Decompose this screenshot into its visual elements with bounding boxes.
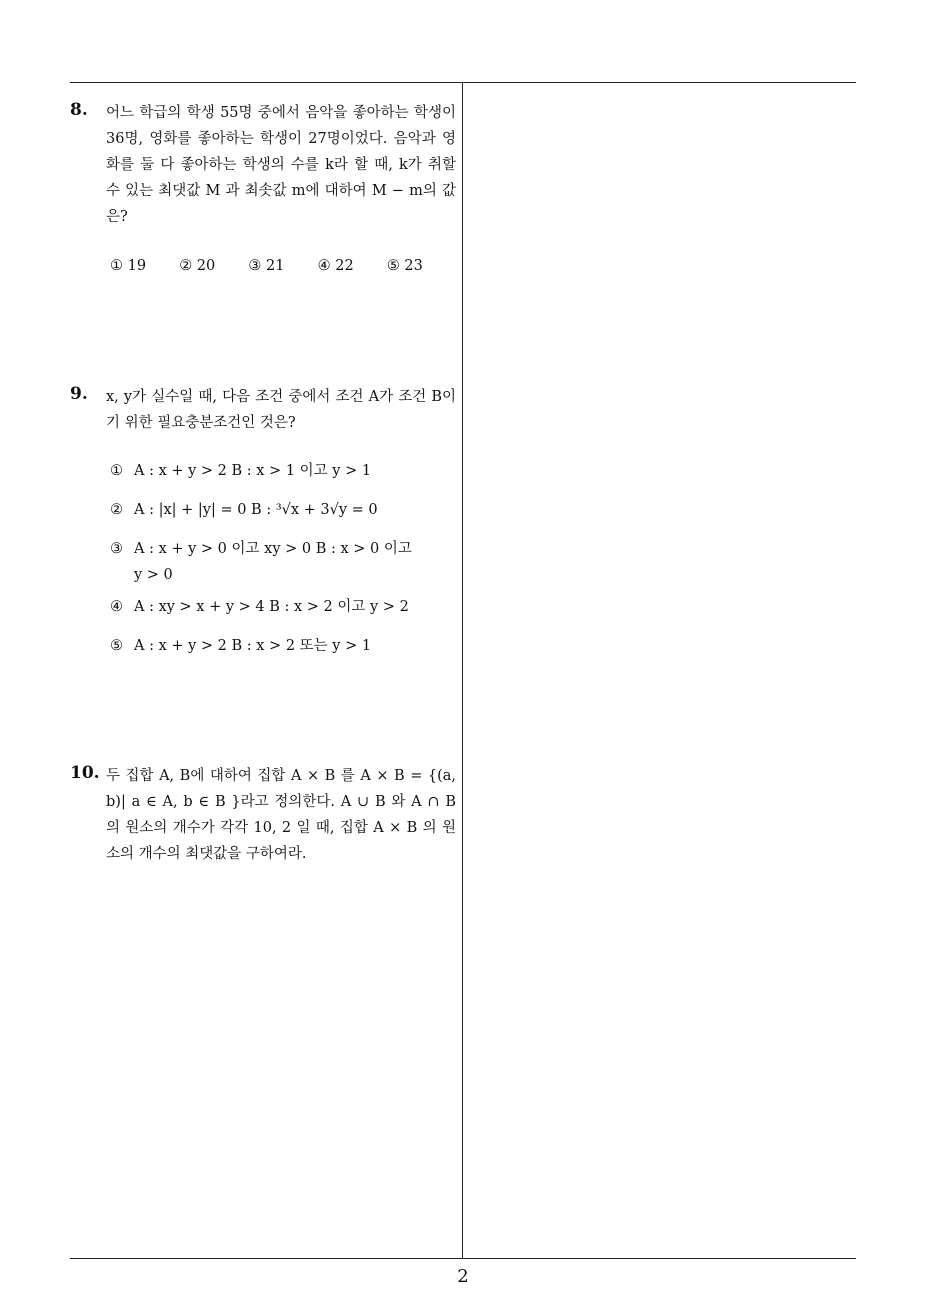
choice-mark: ③	[110, 541, 123, 557]
choice-4: ④ 22	[317, 258, 354, 274]
choice-5: ⑤ 23	[386, 258, 423, 274]
problem-number: 9.	[70, 384, 88, 404]
choice-text: A : x + y > 2 B : x > 2 또는 y > 1	[134, 638, 372, 654]
choice-text: A : x + y > 2 B : x > 1 이고 y > 1	[134, 463, 372, 479]
problem-text: 어느 학급의 학생 55명 중에서 음악을 좋아하는 학생이 36명, 영화를 좋아하는 학생이 27명이었다. 음악과 영화를 둘 다 좋아하는 학생의 수를 k라 할 때, k가 취할 수 있는 최댓값 M 과 최솟값 m에 대하여 M − m의 값은?	[106, 105, 456, 225]
choice-mark: ②	[110, 502, 123, 518]
choice-5	[110, 633, 456, 659]
problem-number: 8.	[70, 100, 88, 120]
choice-1: ① 19	[110, 258, 147, 274]
choice-text: A : |x| + |y| = 0 B : ³√x + 3√y = 0	[134, 502, 378, 518]
choice-3: ③ 21	[248, 258, 285, 274]
choice-mark: ⑤	[110, 638, 123, 654]
choice-text-continuation: y > 0	[134, 567, 173, 583]
choice-1	[110, 458, 456, 484]
problem-number: 10.	[70, 763, 100, 783]
column-divider	[462, 83, 463, 1258]
choice-2: ② 20	[179, 258, 216, 274]
problem-text: 두 집합 A, B에 대하여 집합 A × B 를 A × B = {(a, b)| a ∈ A, b ∈ B }라고 정의한다. A ∪ B 와 A ∩ B 의 원소의 개수가 각각 10, 2 일 때, 집합 A × B 의 원소의 개수의 최댓값을 구하여라.	[106, 768, 456, 862]
choice-2	[110, 497, 456, 523]
problem-9	[70, 384, 456, 672]
choice-mark: ④	[110, 599, 123, 615]
bottom-rule	[70, 1258, 856, 1259]
problem-text: x, y가 실수일 때, 다음 조건 중에서 조건 A가 조건 B이기 위한 필요충분조건인 것은?	[106, 389, 456, 431]
choice-text: A : xy > x + y > 4 B : x > 2 이고 y > 2	[134, 599, 409, 615]
top-rule	[70, 82, 856, 83]
problem-8	[70, 100, 456, 274]
choice-3	[110, 536, 456, 588]
choice-list	[110, 258, 456, 274]
choice-list	[110, 458, 456, 659]
problem-10	[70, 763, 456, 867]
choice-4	[110, 594, 456, 620]
choice-text: A : x + y > 0 이고 xy > 0 B : x > 0 이고	[134, 541, 412, 557]
page-number: 2	[457, 1266, 469, 1287]
choice-mark: ①	[110, 463, 123, 479]
